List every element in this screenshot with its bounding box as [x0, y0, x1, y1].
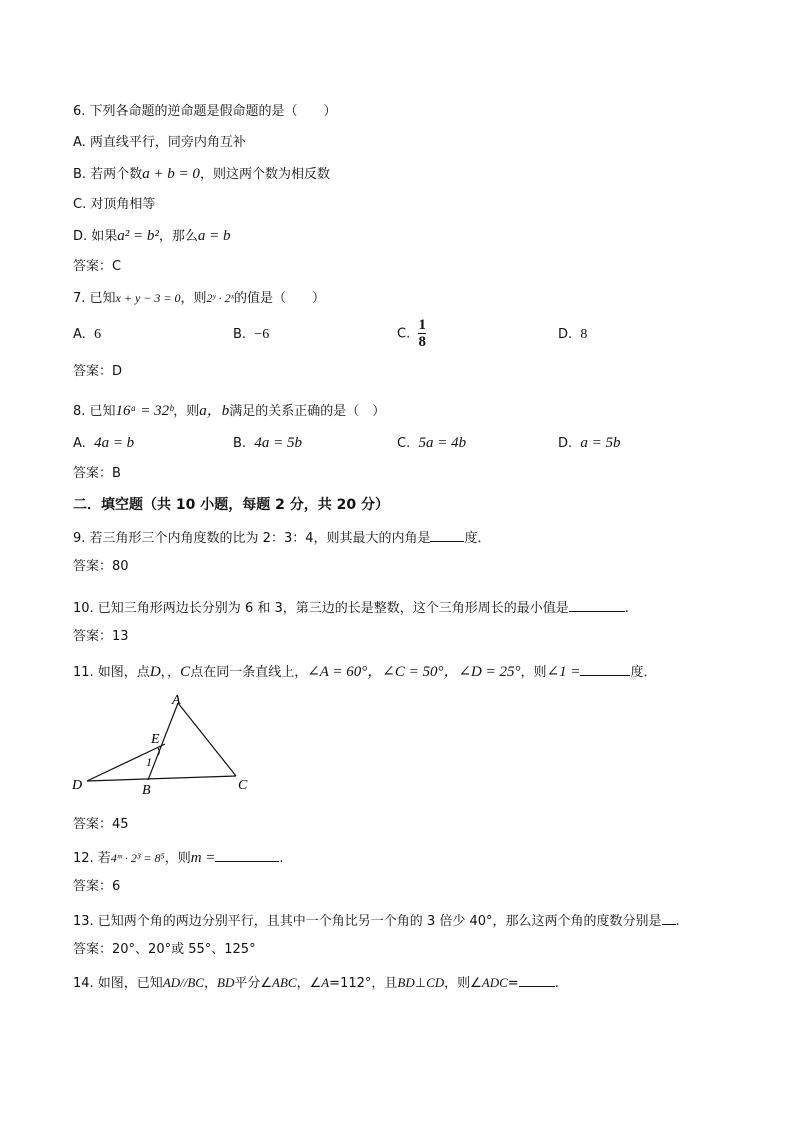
q9-answer: 答案：80 — [73, 559, 129, 574]
q8-option-d: D. a = 5b — [558, 435, 621, 451]
q13-stem: 13. 已知两个角的两边分别平行，且其中一个角比另一个角的 3 倍少 40°，那么这两个角的度数分别是 . — [73, 910, 680, 931]
q8-answer: 答案：B — [73, 466, 121, 481]
label-A: A — [172, 693, 181, 708]
q8-option-c: C. 5a = 4b — [397, 435, 467, 451]
label-C: C — [238, 778, 248, 793]
q8-stem: 8. 已知16ᵃ = 32ᵇ，则a，b满足的关系正确的是（ ） — [73, 403, 386, 419]
q7-option-a: A. 6 — [73, 327, 102, 342]
line-DC — [87, 776, 236, 781]
label-E: E — [151, 732, 160, 747]
q11-answer: 答案：45 — [73, 817, 129, 832]
fraction: $\frac{1}{8}$ — [418, 317, 426, 350]
q10-answer: 答案：13 — [73, 629, 129, 644]
q8-option-b: B. 4a = 5b — [233, 435, 302, 451]
q8-option-a: A. 4a = b — [73, 435, 135, 451]
section-title: 二．填空题（共 10 小题，每题 2 分，共 20 分） — [73, 497, 389, 513]
triangle-figure — [60, 690, 270, 800]
answer-blank — [430, 527, 464, 542]
label-D: D — [72, 778, 83, 793]
q7-stem: 7. 已知x + y − 3 = 0，则2ʸ · 2ˣ的值是（ ） — [73, 291, 325, 306]
q10-stem: 10. 已知三角形两边长分别为 6 和 3，第三边的长是整数，这个三角形周长的最小值是 . — [73, 597, 629, 618]
q6-answer: 答案：C — [73, 259, 122, 274]
q9-stem: 9. 若三角形三个内角度数的比为 2：3：4，则其最大的内角是 度． — [73, 527, 491, 548]
q6-option-d: D. 如果a² = b²，那么a = b — [73, 228, 231, 244]
q7-answer: 答案：D — [73, 364, 123, 379]
q13-answer: 答案：20°、20°或 55°、125° — [73, 942, 256, 957]
q11-stem: 11. 如图，点D，，C点在同一条直线上，∠A = 60°，∠C = 50°，∠D = 25°，则∠1 = 度． — [73, 661, 656, 682]
q6-option-c: C. 对顶角相等 — [73, 197, 156, 212]
answer-blank — [569, 597, 625, 612]
q7-option-c: C. $\frac{1}{8}$ — [397, 317, 426, 350]
label-B: B — [142, 783, 151, 798]
q6-option-a: A. 两直线平行，同旁内角互补 — [73, 135, 246, 150]
q6-option-b: B. 若两个数a + b = 0，则这两个数为相反数 — [73, 166, 330, 182]
answer-blank — [519, 972, 555, 987]
q12-stem: 12. 若4ᵐ · 2³ = 8⁵，则m = . — [73, 847, 284, 868]
label-1: 1 — [146, 755, 152, 769]
q7-option-b: B. −6 — [233, 327, 270, 342]
line-DE — [87, 744, 165, 781]
answer-blank — [580, 661, 630, 676]
q7-option-d: D. 8 — [558, 327, 588, 342]
line-AC — [178, 703, 236, 776]
q12-answer: 答案：6 — [73, 879, 121, 894]
answer-blank — [215, 847, 279, 862]
answer-blank — [662, 910, 676, 925]
q6-stem: 6. 下列各命题的逆命题是假命题的是（ ） — [73, 104, 337, 119]
q14-stem: 14. 如图，已知AD//BC，BD平分∠ABC，∠A=112°，且BD⊥CD，则∠ADC= . — [73, 972, 559, 993]
